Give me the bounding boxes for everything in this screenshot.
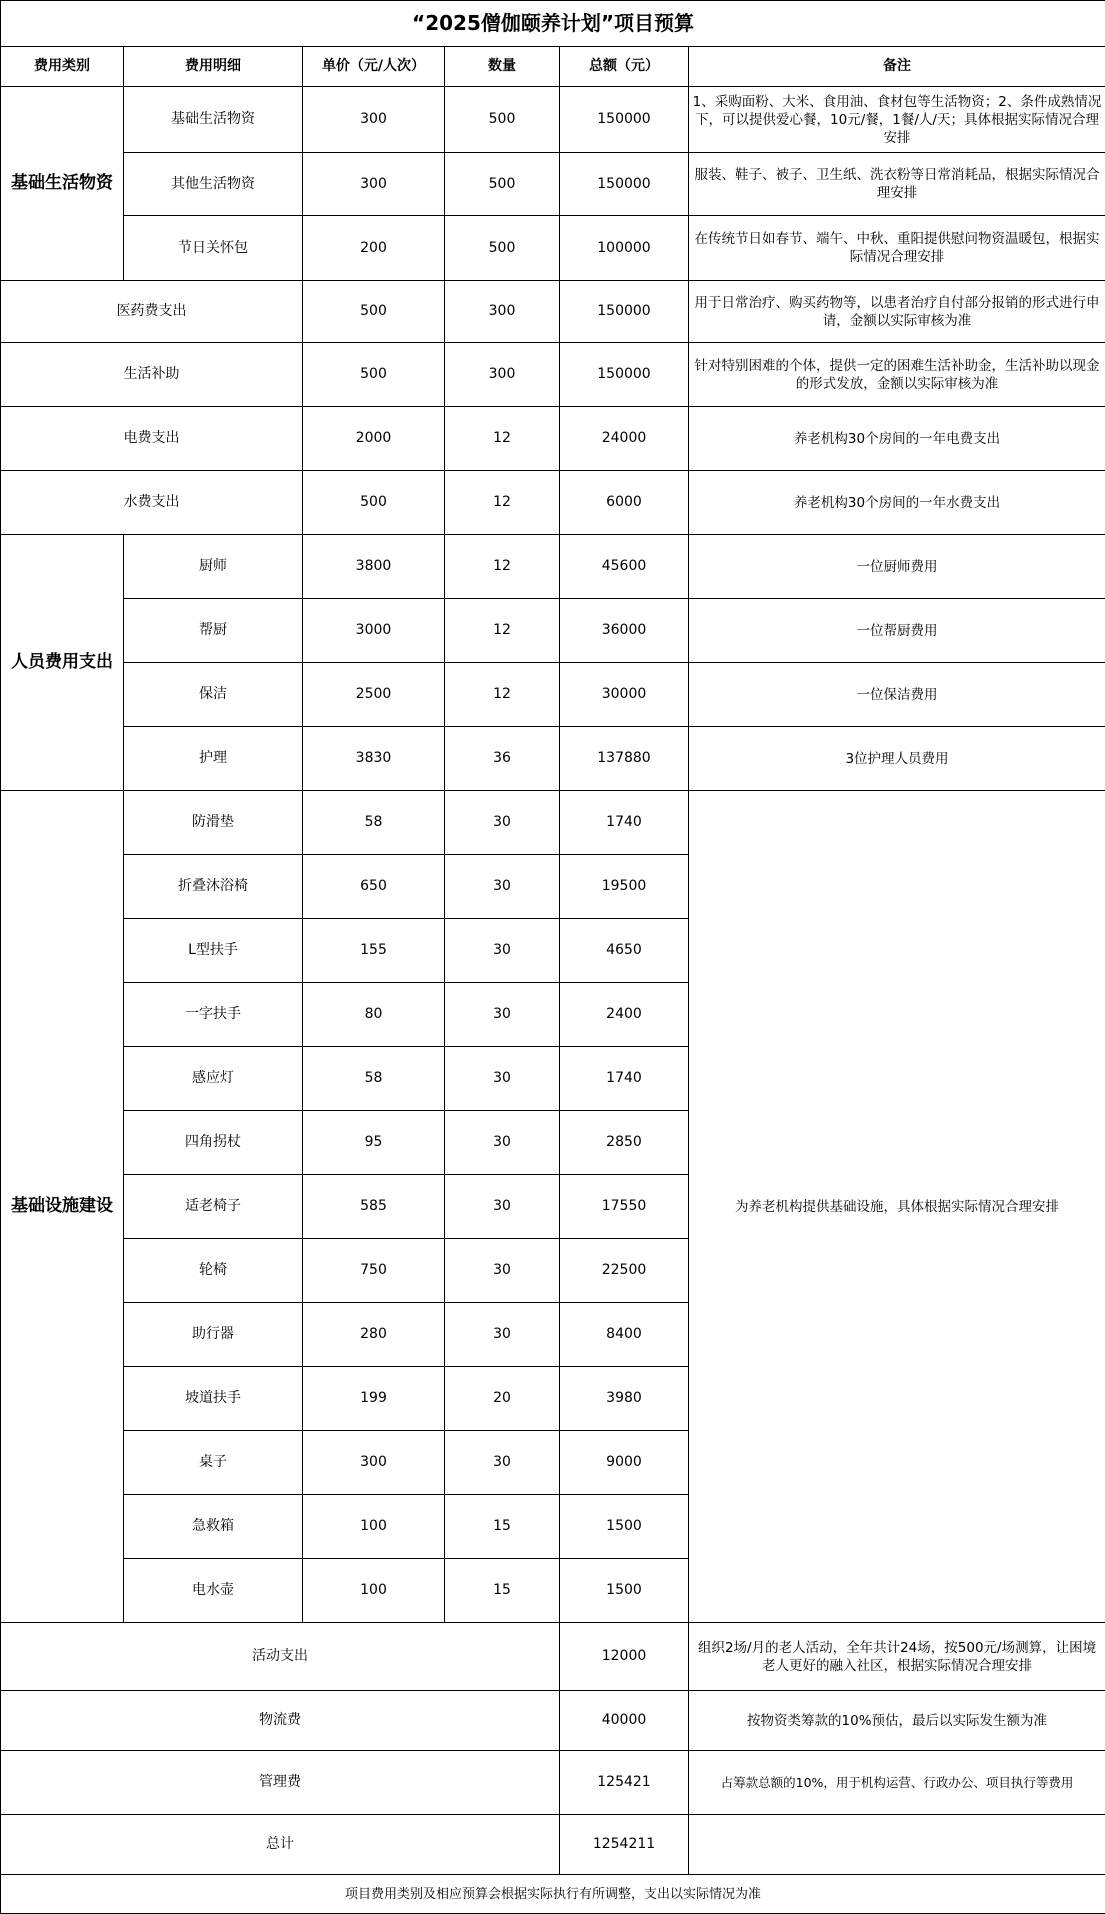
table-row	[1, 343, 1105, 407]
logistics-label: 物流费	[1, 1691, 560, 1751]
quantity-cell: 12	[445, 599, 560, 663]
total-cell: 45600	[560, 535, 689, 599]
quantity-cell: 30	[445, 791, 560, 855]
grand-total-value: 1254211	[560, 1815, 689, 1875]
total-cell: 4650	[560, 919, 689, 983]
unit-price-cell: 280	[303, 1303, 445, 1367]
total-cell: 19500	[560, 855, 689, 919]
unit-price-cell: 500	[303, 343, 445, 407]
unit-price-cell: 585	[303, 1175, 445, 1239]
unit-price-cell: 300	[303, 153, 445, 216]
quantity-cell: 30	[445, 1303, 560, 1367]
total-cell: 100000	[560, 216, 689, 281]
unit-price-cell: 2500	[303, 663, 445, 727]
unit-price-cell: 3000	[303, 599, 445, 663]
remark-cell: 一位保洁费用	[689, 663, 1105, 727]
total-cell: 125421	[560, 1751, 689, 1815]
unit-price-cell: 100	[303, 1495, 445, 1559]
activities-label: 活动支出	[1, 1623, 560, 1691]
unit-price-cell: 199	[303, 1367, 445, 1431]
header-total: 总额（元）	[560, 47, 689, 87]
table-row	[1, 471, 1105, 535]
medical-label: 医药费支出	[1, 281, 303, 343]
table-row	[1, 727, 1105, 791]
detail-cell: 节日关怀包	[124, 216, 303, 281]
detail-cell: 轮椅	[124, 1239, 303, 1303]
quantity-cell: 20	[445, 1367, 560, 1431]
remark-cell: 养老机构30个房间的一年水费支出	[689, 471, 1105, 535]
unit-price-cell: 58	[303, 1047, 445, 1111]
total-cell: 24000	[560, 407, 689, 471]
table-row	[1, 281, 1105, 343]
detail-cell: 护理	[124, 727, 303, 791]
footnote: 项目费用类别及相应预算会根据实际执行有所调整，支出以实际情况为准	[1, 1875, 1105, 1914]
detail-cell: 折叠沐浴椅	[124, 855, 303, 919]
unit-price-cell: 95	[303, 1111, 445, 1175]
total-cell: 17550	[560, 1175, 689, 1239]
management-label: 管理费	[1, 1751, 560, 1815]
detail-cell: 感应灯	[124, 1047, 303, 1111]
footnote-row	[1, 1875, 1105, 1914]
unit-price-cell: 100	[303, 1559, 445, 1623]
detail-cell: 适老椅子	[124, 1175, 303, 1239]
remark-cell: 用于日常治疗、购买药物等，以患者治疗自付部分报销的形式进行申请，金额以实际审核为准	[689, 281, 1105, 343]
quantity-cell: 30	[445, 919, 560, 983]
facilities-remark: 为养老机构提供基础设施，具体根据实际情况合理安排	[689, 791, 1105, 1623]
total-cell: 137880	[560, 727, 689, 791]
remark-cell: 1、采购面粉、大米、食用油、食材包等生活物资；2、条件成熟情况下，可以提供爱心餐，10元/餐，1餐/人/天；具体根据实际情况合理安排	[689, 87, 1105, 153]
unit-price-cell: 750	[303, 1239, 445, 1303]
remark-cell: 在传统节日如春节、端午、中秋、重阳提供慰问物资温暖包，根据实际情况合理安排	[689, 216, 1105, 281]
detail-cell: 桌子	[124, 1431, 303, 1495]
header-unit-price: 单价（元/人次）	[303, 47, 445, 87]
unit-price-cell: 300	[303, 1431, 445, 1495]
detail-cell: 急救箱	[124, 1495, 303, 1559]
quantity-cell: 12	[445, 407, 560, 471]
electricity-label: 电费支出	[1, 407, 303, 471]
quantity-cell: 12	[445, 535, 560, 599]
quantity-cell: 12	[445, 663, 560, 727]
table-row	[1, 1623, 1105, 1691]
remark-cell: 养老机构30个房间的一年电费支出	[689, 407, 1105, 471]
quantity-cell: 15	[445, 1559, 560, 1623]
category-facilities: 基础设施建设	[1, 791, 124, 1623]
remark-cell: 针对特别困难的个体，提供一定的困难生活补助金，生活补助以现金的形式发放，金额以实际审核为准	[689, 343, 1105, 407]
table-row	[1, 791, 1105, 855]
unit-price-cell: 58	[303, 791, 445, 855]
unit-price-cell: 500	[303, 471, 445, 535]
table-row	[1, 1751, 1105, 1815]
detail-cell: 四角拐杖	[124, 1111, 303, 1175]
page-title: “2025僧伽颐养计划”项目预算	[1, 1, 1105, 47]
unit-price-cell: 300	[303, 87, 445, 153]
grand-total-label: 总计	[1, 1815, 560, 1875]
total-cell: 8400	[560, 1303, 689, 1367]
quantity-cell: 36	[445, 727, 560, 791]
quantity-cell: 300	[445, 281, 560, 343]
header-category: 费用类别	[1, 47, 124, 87]
quantity-cell: 30	[445, 1175, 560, 1239]
grand-total-row	[1, 1815, 1105, 1875]
water-label: 水费支出	[1, 471, 303, 535]
quantity-cell: 30	[445, 855, 560, 919]
total-cell: 9000	[560, 1431, 689, 1495]
detail-cell: 其他生活物资	[124, 153, 303, 216]
detail-cell: 保洁	[124, 663, 303, 727]
table-row	[1, 87, 1105, 153]
quantity-cell: 30	[445, 1431, 560, 1495]
total-cell: 150000	[560, 87, 689, 153]
unit-price-cell: 80	[303, 983, 445, 1047]
table-row	[1, 535, 1105, 599]
quantity-cell: 500	[445, 153, 560, 216]
table-row	[1, 153, 1105, 216]
detail-cell: 助行器	[124, 1303, 303, 1367]
remark-cell: 一位厨师费用	[689, 535, 1105, 599]
total-cell: 150000	[560, 153, 689, 216]
unit-price-cell: 500	[303, 281, 445, 343]
subsidy-label: 生活补助	[1, 343, 303, 407]
total-cell: 2400	[560, 983, 689, 1047]
detail-cell: 电水壶	[124, 1559, 303, 1623]
remark-cell: 组织2场/月的老人活动，全年共计24场，按500元/场测算，让困境老人更好的融入社区，根据实际情况合理安排	[689, 1623, 1105, 1691]
remark-cell: 一位帮厨费用	[689, 599, 1105, 663]
total-cell: 3980	[560, 1367, 689, 1431]
detail-cell: 防滑垫	[124, 791, 303, 855]
total-cell: 2850	[560, 1111, 689, 1175]
total-cell: 36000	[560, 599, 689, 663]
quantity-cell: 30	[445, 1047, 560, 1111]
total-cell: 1500	[560, 1559, 689, 1623]
detail-cell: 基础生活物资	[124, 87, 303, 153]
quantity-cell: 12	[445, 471, 560, 535]
table-row	[1, 216, 1105, 281]
unit-price-cell: 155	[303, 919, 445, 983]
total-cell: 1740	[560, 791, 689, 855]
total-cell: 1500	[560, 1495, 689, 1559]
quantity-cell: 500	[445, 87, 560, 153]
quantity-cell: 30	[445, 1239, 560, 1303]
table-row	[1, 1691, 1105, 1751]
detail-cell: 一字扶手	[124, 983, 303, 1047]
quantity-cell: 300	[445, 343, 560, 407]
quantity-cell: 30	[445, 983, 560, 1047]
total-cell: 150000	[560, 343, 689, 407]
category-staff: 人员费用支出	[1, 535, 124, 791]
unit-price-cell: 2000	[303, 407, 445, 471]
header-detail: 费用明细	[124, 47, 303, 87]
category-basic-supplies: 基础生活物资	[1, 87, 124, 281]
total-cell: 40000	[560, 1691, 689, 1751]
remark-cell: 占筹款总额的10%，用于机构运营、行政办公、项目执行等费用	[689, 1751, 1105, 1815]
header-row	[1, 47, 1105, 87]
table-row	[1, 663, 1105, 727]
unit-price-cell: 200	[303, 216, 445, 281]
quantity-cell: 500	[445, 216, 560, 281]
header-quantity: 数量	[445, 47, 560, 87]
unit-price-cell: 650	[303, 855, 445, 919]
total-cell: 22500	[560, 1239, 689, 1303]
total-cell: 30000	[560, 663, 689, 727]
detail-cell: L型扶手	[124, 919, 303, 983]
detail-cell: 厨师	[124, 535, 303, 599]
remark-cell: 按物资类筹款的10%预估，最后以实际发生额为准	[689, 1691, 1105, 1751]
total-cell: 6000	[560, 471, 689, 535]
header-remark: 备注	[689, 47, 1105, 87]
remark-cell: 3位护理人员费用	[689, 727, 1105, 791]
unit-price-cell: 3800	[303, 535, 445, 599]
unit-price-cell: 3830	[303, 727, 445, 791]
quantity-cell: 30	[445, 1111, 560, 1175]
quantity-cell: 15	[445, 1495, 560, 1559]
total-cell: 1740	[560, 1047, 689, 1111]
total-cell: 12000	[560, 1623, 689, 1691]
detail-cell: 坡道扶手	[124, 1367, 303, 1431]
remark-cell	[689, 1815, 1105, 1875]
table-row	[1, 407, 1105, 471]
table-row	[1, 599, 1105, 663]
detail-cell: 帮厨	[124, 599, 303, 663]
remark-cell: 服装、鞋子、被子、卫生纸、洗衣粉等日常消耗品，根据实际情况合理安排	[689, 153, 1105, 216]
total-cell: 150000	[560, 281, 689, 343]
